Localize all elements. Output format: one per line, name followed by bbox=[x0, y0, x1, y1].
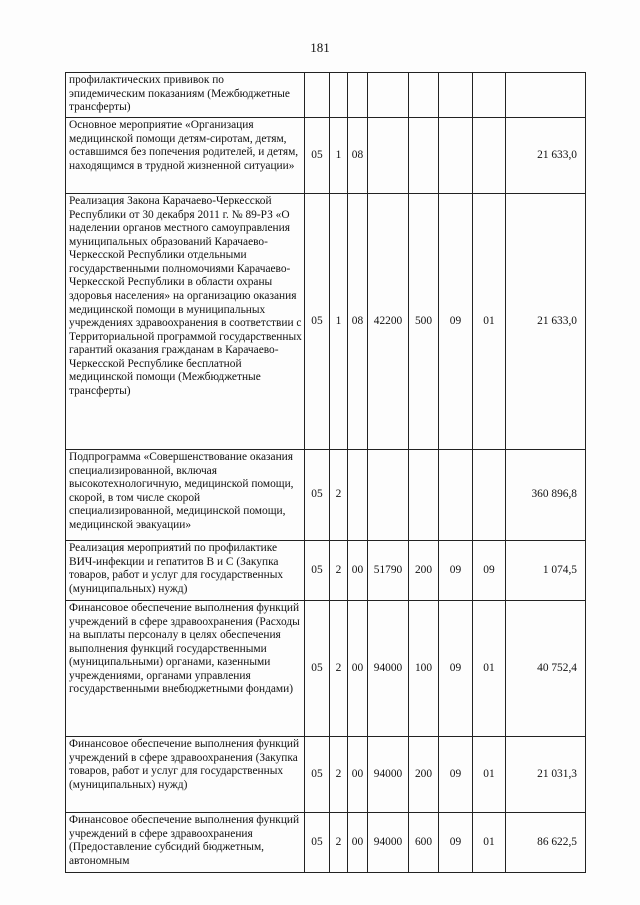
amount-cell: 360 896,8 bbox=[506, 450, 586, 541]
code-cell: 1 bbox=[330, 118, 348, 194]
code-cell: 00 bbox=[348, 737, 368, 813]
table-row bbox=[66, 737, 586, 813]
code-cell: 500 bbox=[409, 194, 439, 450]
code-cell: 2 bbox=[330, 813, 348, 873]
code-cell: 05 bbox=[305, 813, 330, 873]
budget-table bbox=[65, 72, 586, 873]
amount-cell: 1 074,5 bbox=[506, 541, 586, 601]
code-cell: 05 bbox=[305, 194, 330, 450]
code-cell bbox=[368, 450, 409, 541]
code-cell bbox=[409, 450, 439, 541]
code-cell bbox=[439, 73, 473, 118]
code-cell bbox=[409, 118, 439, 194]
code-cell bbox=[305, 73, 330, 118]
code-cell: 00 bbox=[348, 541, 368, 601]
code-cell: 05 bbox=[305, 737, 330, 813]
row-description: Реализация Закона Карачаево-Черкесской Республики от 30 декабря 2011 г. № 89-РЗ «О наделении органов местного самоуправления муниципальных образований Карачаево-Черкесской Республики отдельными государственными полномочиями Карачаево-Черкесской Республики в области охраны здоровья населения» на организацию оказания медицинской помощи в муниципальных учреждениях здравоохранения в соответствии с Территориальной программой государственных гарантий оказания гражданам в Карачаево-Черкесской Республике бесплатной медицинской помощи (Межбюджетные трансферты) bbox=[66, 194, 305, 450]
code-cell: 09 bbox=[439, 813, 473, 873]
code-cell: 01 bbox=[473, 194, 506, 450]
code-cell: 09 bbox=[439, 601, 473, 737]
code-cell: 09 bbox=[439, 541, 473, 601]
table-row bbox=[66, 194, 586, 450]
code-cell: 01 bbox=[473, 601, 506, 737]
code-cell: 05 bbox=[305, 118, 330, 194]
code-cell: 08 bbox=[348, 118, 368, 194]
code-cell: 05 bbox=[305, 601, 330, 737]
code-cell bbox=[439, 450, 473, 541]
code-cell: 08 bbox=[348, 194, 368, 450]
row-description: Подпрограмма «Совершенствование оказания специализированной, включая высокотехнологичную, медицинской помощи, скорой, в том числе скорой специализированной, медицинской помощи, медицинской эвакуации» bbox=[66, 450, 305, 541]
code-cell bbox=[409, 73, 439, 118]
code-cell: 94000 bbox=[368, 813, 409, 873]
code-cell bbox=[348, 73, 368, 118]
row-description: профилактических прививок по эпидемическим показаниям (Межбюджетные трансферты) bbox=[66, 73, 305, 118]
code-cell: 09 bbox=[473, 541, 506, 601]
amount-cell bbox=[506, 73, 586, 118]
code-cell: 05 bbox=[305, 450, 330, 541]
row-description: Основное мероприятие «Организация медицинской помощи детям-сиротам, детям, оставшимся без попечения родителей, и детям, находящимся в трудной жизненной ситуации» bbox=[66, 118, 305, 194]
code-cell bbox=[439, 118, 473, 194]
code-cell: 94000 bbox=[368, 601, 409, 737]
amount-cell: 21 633,0 bbox=[506, 194, 586, 450]
code-cell: 00 bbox=[348, 601, 368, 737]
code-cell: 94000 bbox=[368, 737, 409, 813]
code-cell bbox=[330, 73, 348, 118]
code-cell: 2 bbox=[330, 601, 348, 737]
code-cell: 42200 bbox=[368, 194, 409, 450]
row-description: Финансовое обеспечение выполнения функций учреждений в сфере здравоохранения (Расходы на выплаты персоналу в целях обеспечения выполнения функций государственными (муниципальными) органами, казенными учреждениями, органами управления государственными внебюджетными фондами) bbox=[66, 601, 305, 737]
table-row bbox=[66, 118, 586, 194]
code-cell: 05 bbox=[305, 541, 330, 601]
page-number: 181 bbox=[310, 40, 330, 55]
code-cell: 00 bbox=[348, 813, 368, 873]
table-row bbox=[66, 450, 586, 541]
code-cell: 09 bbox=[439, 194, 473, 450]
code-cell: 2 bbox=[330, 541, 348, 601]
code-cell: 01 bbox=[473, 737, 506, 813]
code-cell: 09 bbox=[439, 737, 473, 813]
amount-cell: 40 752,4 bbox=[506, 601, 586, 737]
code-cell: 200 bbox=[409, 737, 439, 813]
code-cell: 2 bbox=[330, 450, 348, 541]
code-cell: 2 bbox=[330, 737, 348, 813]
code-cell bbox=[473, 73, 506, 118]
table-row bbox=[66, 601, 586, 737]
code-cell bbox=[368, 73, 409, 118]
code-cell bbox=[473, 118, 506, 194]
row-description: Финансовое обеспечение выполнения функций учреждений в сфере здравоохранения (Предоставление субсидий бюджетным, автономным bbox=[66, 813, 305, 873]
code-cell bbox=[348, 450, 368, 541]
table-row bbox=[66, 813, 586, 873]
code-cell: 01 bbox=[473, 813, 506, 873]
code-cell: 600 bbox=[409, 813, 439, 873]
amount-cell: 21 633,0 bbox=[506, 118, 586, 194]
amount-cell: 86 622,5 bbox=[506, 813, 586, 873]
code-cell bbox=[473, 450, 506, 541]
code-cell: 100 bbox=[409, 601, 439, 737]
row-description: Финансовое обеспечение выполнения функций учреждений в сфере здравоохранения (Закупка товаров, работ и услуг для государственных (муниципальных) нужд) bbox=[66, 737, 305, 813]
table-row bbox=[66, 73, 586, 118]
code-cell: 1 bbox=[330, 194, 348, 450]
table-row bbox=[66, 541, 586, 601]
code-cell: 51790 bbox=[368, 541, 409, 601]
code-cell: 200 bbox=[409, 541, 439, 601]
row-description: Реализация мероприятий по профилактике ВИЧ-инфекции и гепатитов В и С (Закупка товаров, работ и услуг для государственных (муниципальных) нужд) bbox=[66, 541, 305, 601]
code-cell bbox=[368, 118, 409, 194]
amount-cell: 21 031,3 bbox=[506, 737, 586, 813]
